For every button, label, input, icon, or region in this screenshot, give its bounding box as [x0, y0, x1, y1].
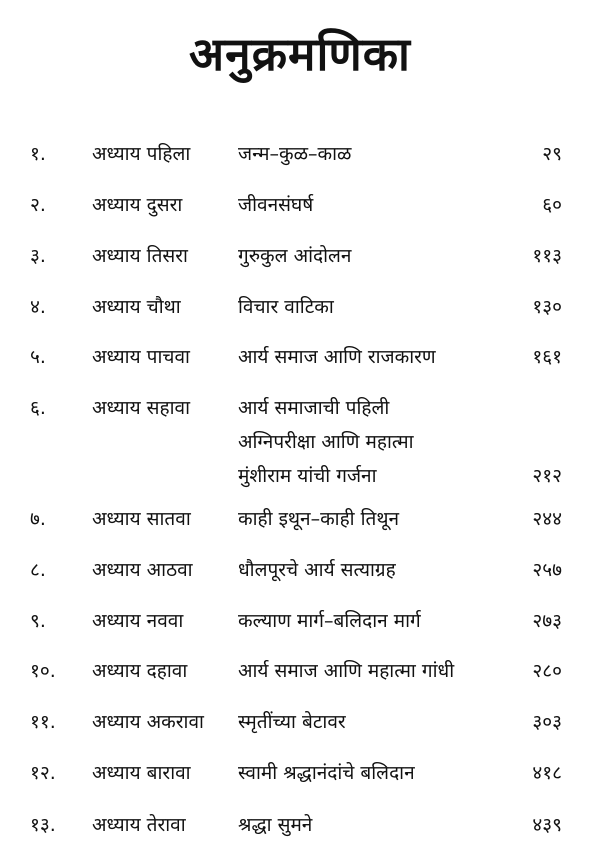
entry-number: ८. — [30, 559, 46, 581]
entry-page-number: १३० — [532, 296, 562, 318]
entry-chapter: अध्याय सातवा — [92, 508, 191, 530]
entry-chapter: अध्याय तिसरा — [92, 245, 188, 267]
entry-chapter: अध्याय बारावा — [92, 762, 191, 784]
entry-title-line: विचार वाटिका — [238, 296, 334, 318]
entry-page-number: १६१ — [532, 346, 562, 368]
entry-page-number: २८० — [532, 660, 562, 682]
entry-number: ७. — [30, 508, 46, 530]
entry-title-line: आर्य समाज आणि महात्मा गांधी — [238, 660, 455, 682]
page-title: अनुक्रमणिका — [189, 27, 411, 81]
entry-chapter: अध्याय पहिला — [92, 143, 191, 165]
entry-title — [238, 239, 518, 273]
entry-page-number: २९ — [542, 143, 562, 165]
entry-title — [238, 502, 518, 536]
entry-chapter: अध्याय तेरावा — [92, 814, 186, 836]
entry-chapter: अध्याय नववा — [92, 610, 184, 632]
entry-title-line: कल्याण मार्ग–बलिदान मार्ग — [238, 610, 421, 632]
entry-page-number: २७३ — [532, 610, 562, 632]
entry-title — [238, 705, 518, 739]
entry-title-line: काही इथून–काही तिथून — [238, 508, 400, 530]
entry-chapter: अध्याय अकरावा — [92, 711, 204, 733]
entry-number: ११. — [30, 711, 56, 733]
entry-number: ६. — [30, 397, 46, 419]
entry-chapter: अध्याय पाचवा — [92, 346, 190, 368]
entry-title — [238, 604, 518, 638]
entry-chapter: अध्याय चौथा — [92, 296, 181, 318]
entry-title-line: श्रद्धा सुमने — [238, 814, 313, 836]
entry-page-number: २५७ — [532, 559, 562, 581]
entry-number: ३. — [30, 245, 46, 267]
entry-number: ९. — [30, 610, 46, 632]
entry-title-line: धौलपूरचे आर्य सत्याग्रह — [238, 559, 396, 581]
entry-page-number: ३०३ — [532, 711, 562, 733]
entry-page-number: ४१८ — [532, 762, 562, 784]
entry-title-line: जीवनसंघर्ष — [238, 194, 314, 216]
entry-number: ५. — [30, 346, 46, 368]
entry-title — [238, 756, 518, 790]
entry-title-line: आर्य समाज आणि राजकारण — [238, 346, 436, 368]
entry-title — [238, 808, 518, 842]
entry-title — [238, 654, 518, 688]
entry-chapter: अध्याय आठवा — [92, 559, 193, 581]
entry-number: ४. — [30, 296, 46, 318]
entry-title-line: स्मृतींच्या बेटावर — [238, 711, 346, 733]
entry-page-number: ११३ — [532, 245, 562, 267]
entry-title-line: गुरुकुल आंदोलन — [238, 245, 352, 267]
entry-number: १. — [30, 143, 46, 165]
entry-number: २. — [30, 194, 46, 216]
entry-title-line: अग्निपरीक्षा आणि महात्मा — [238, 431, 414, 453]
entry-chapter: अध्याय सहावा — [92, 397, 190, 419]
entry-page-number: ६० — [542, 194, 562, 216]
entry-page-number: २१२ — [532, 465, 562, 487]
entry-title-line: आर्य समाजाची पहिली — [238, 397, 390, 419]
entry-title-line: मुंशीराम यांची गर्जना — [238, 465, 377, 487]
entry-title — [238, 340, 518, 374]
entry-title — [238, 188, 518, 222]
entry-page-number: २४४ — [532, 508, 562, 530]
entry-number: १०. — [30, 660, 56, 682]
entry-page-number: ४३९ — [532, 814, 562, 836]
entry-number: १२. — [30, 762, 56, 784]
entry-chapter: अध्याय दहावा — [92, 660, 188, 682]
entry-title-line: स्वामी श्रद्धानंदांचे बलिदान — [238, 762, 415, 784]
entry-title — [238, 553, 518, 587]
entry-number: १३. — [30, 814, 56, 836]
entry-chapter: अध्याय दुसरा — [92, 194, 183, 216]
entry-title — [238, 290, 518, 324]
entry-title — [238, 391, 518, 493]
entry-title — [238, 137, 518, 171]
entry-title-line: जन्म–कुळ–काळ — [238, 143, 352, 165]
